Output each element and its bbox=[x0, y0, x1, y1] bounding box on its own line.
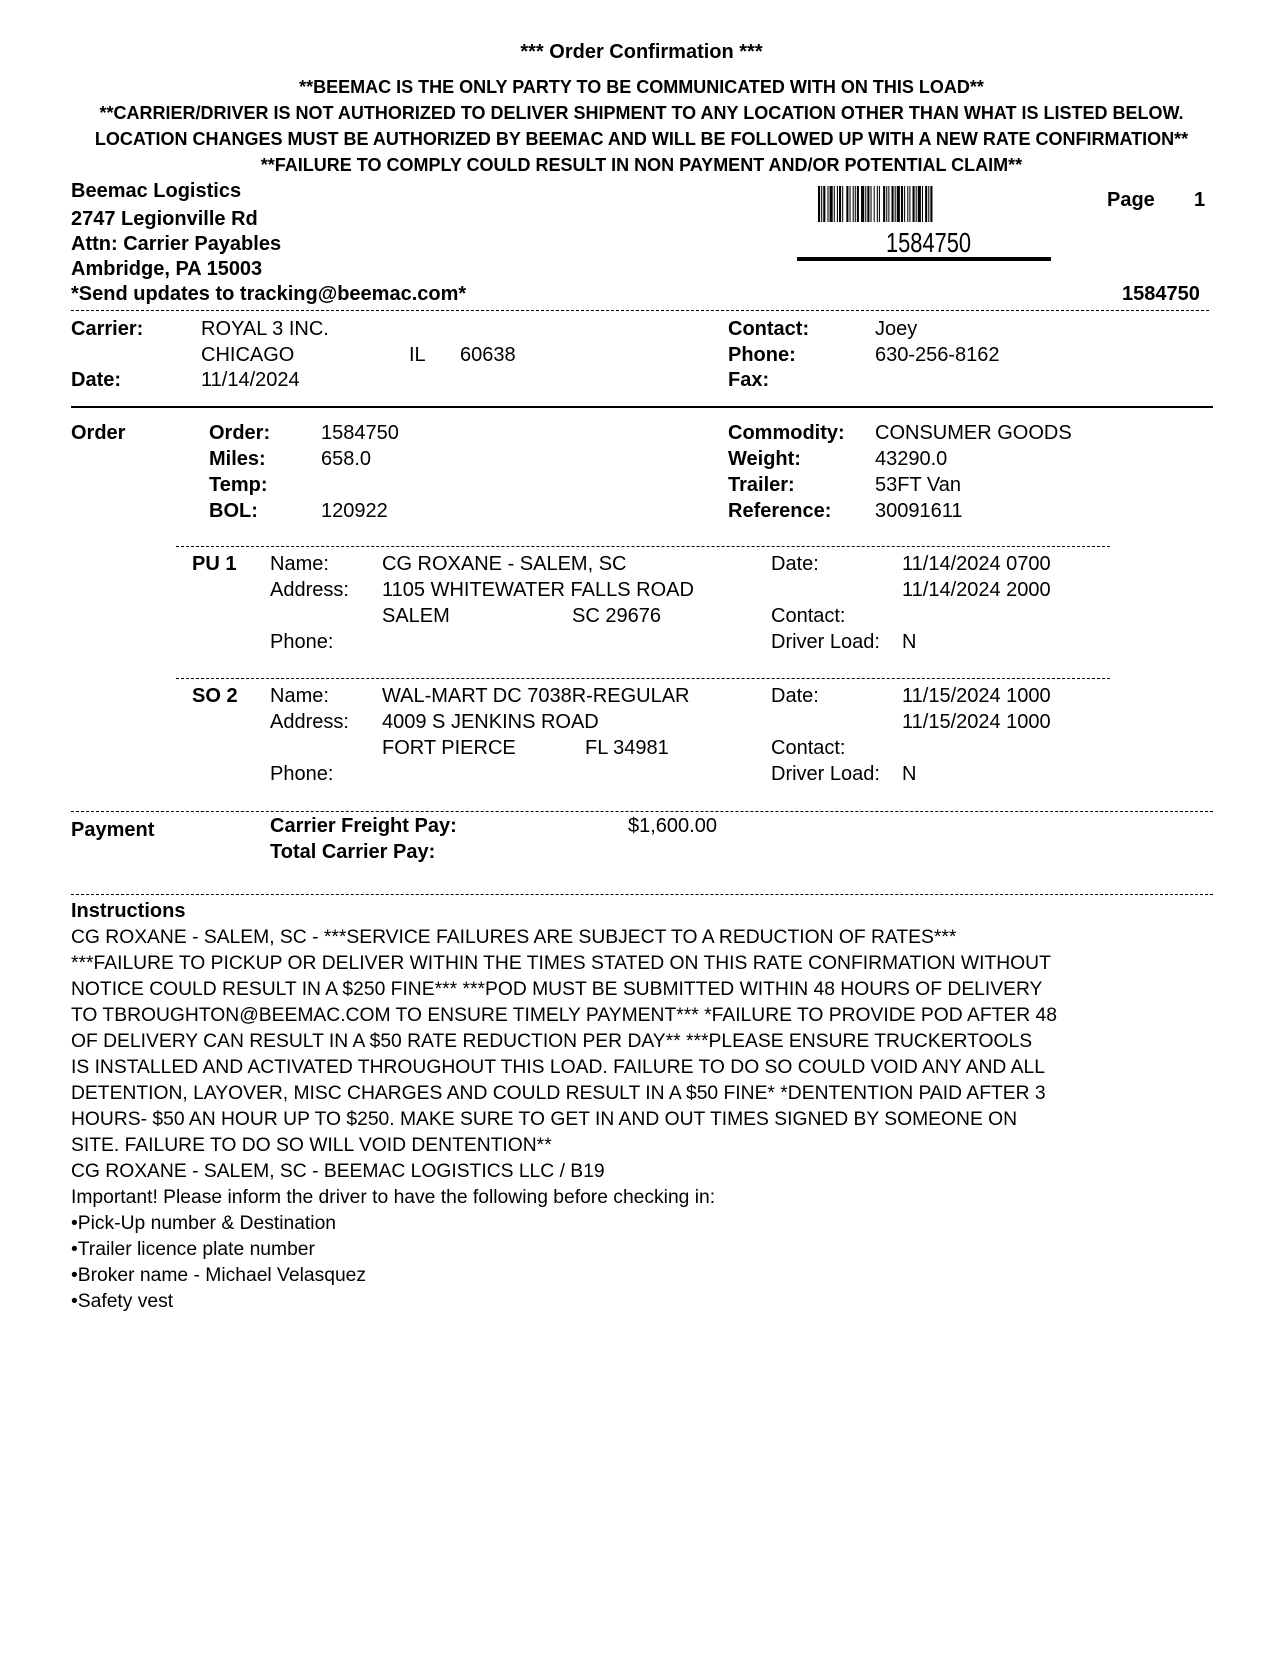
trailer-value: 53FT Van bbox=[875, 474, 961, 496]
miles-label: Miles: bbox=[209, 448, 266, 470]
instruction-line: DETENTION, LAYOVER, MISC CHARGES AND COULD RESULT IN A $50 FINE* *DENTENTION PAID AFTER 3 bbox=[71, 1083, 1046, 1104]
bol-label: BOL: bbox=[209, 500, 258, 522]
reference-label: Reference: bbox=[728, 500, 832, 522]
stop-address-label: Address: bbox=[270, 579, 349, 601]
page-label: Page bbox=[1107, 189, 1155, 211]
weight-label: Weight: bbox=[728, 448, 801, 470]
divider bbox=[176, 546, 1110, 547]
instruction-line: ***FAILURE TO PICKUP OR DELIVER WITHIN THE TIMES STATED ON THIS RATE CONFIRMATION WITHOUT bbox=[71, 953, 1051, 974]
date-value: 11/14/2024 bbox=[201, 369, 300, 391]
document-title: *** Order Confirmation *** bbox=[520, 41, 763, 63]
instruction-line: TO TBROUGHTON@BEEMAC.COM TO ENSURE TIMELY PAYMENT*** *FAILURE TO PROVIDE POD AFTER 48 bbox=[71, 1005, 1057, 1026]
instruction-line: CG ROXANE - SALEM, SC - BEEMAC LOGISTICS LLC / B19 bbox=[71, 1161, 605, 1182]
divider bbox=[71, 894, 1213, 895]
payment-section-label: Payment bbox=[71, 819, 155, 841]
carrier-name: ROYAL 3 INC. bbox=[201, 318, 329, 340]
order-label: Order: bbox=[209, 422, 271, 444]
instruction-line: SITE. FAILURE TO DO SO WILL VOID DENTENTION** bbox=[71, 1135, 552, 1156]
stop-tag: PU 1 bbox=[192, 553, 237, 575]
stop-address: 1105 WHITEWATER FALLS ROAD bbox=[382, 579, 694, 601]
notice-line: **FAILURE TO COMPLY COULD RESULT IN NON PAYMENT AND/OR POTENTIAL CLAIM** bbox=[260, 155, 1023, 175]
carrier-zip: 60638 bbox=[460, 344, 516, 366]
stop-date-label: Date: bbox=[771, 685, 819, 707]
stop-state-zip: FL 34981 bbox=[585, 737, 669, 759]
company-city: Ambridge, PA 15003 bbox=[71, 258, 263, 280]
company-attn: Attn: Carrier Payables bbox=[71, 233, 282, 255]
notice-line: **CARRIER/DRIVER IS NOT AUTHORIZED TO DELIVER SHIPMENT TO ANY LOCATION OTHER THAN WHAT IS LISTED BELOW. bbox=[99, 103, 1184, 123]
freight-pay-label: Carrier Freight Pay: bbox=[270, 815, 457, 837]
notice-line: LOCATION CHANGES MUST BE AUTHORIZED BY BEEMAC AND WILL BE FOLLOWED UP WITH A NEW RATE CONFIRMATION** bbox=[94, 129, 1189, 149]
tracking-email-note: *Send updates to tracking@beemac.com* bbox=[71, 283, 467, 305]
notice-line: **BEEMAC IS THE ONLY PARTY TO BE COMMUNICATED WITH ON THIS LOAD** bbox=[299, 77, 984, 97]
stop-contact-label: Contact: bbox=[771, 737, 846, 759]
company-name: Beemac Logistics bbox=[71, 180, 242, 202]
stop-phone-label: Phone: bbox=[270, 631, 334, 653]
instruction-line: •Trailer licence plate number bbox=[71, 1239, 315, 1260]
stop-contact-label: Contact: bbox=[771, 605, 846, 627]
trailer-label: Trailer: bbox=[728, 474, 795, 496]
phone-label: Phone: bbox=[728, 344, 796, 366]
stop-driver-load: N bbox=[902, 763, 917, 785]
reference-value: 30091611 bbox=[875, 500, 963, 522]
page-number: 1 bbox=[1194, 189, 1206, 211]
instructions-heading: Instructions bbox=[71, 900, 186, 922]
commodity-value: CONSUMER GOODS bbox=[875, 422, 1072, 444]
carrier-state: IL bbox=[409, 344, 426, 366]
fax-label: Fax: bbox=[728, 369, 770, 391]
instruction-line: Important! Please inform the driver to have the following before checking in: bbox=[71, 1187, 716, 1208]
phone-value: 630-256-8162 bbox=[875, 344, 1000, 366]
stop-date-label: Date: bbox=[771, 553, 819, 575]
instruction-line: NOTICE COULD RESULT IN A $250 FINE*** ***POD MUST BE SUBMITTED WITHIN 48 HOURS OF DELIVERY bbox=[71, 979, 1043, 1000]
commodity-label: Commodity: bbox=[728, 422, 845, 444]
company-street: 2747 Legionville Rd bbox=[71, 208, 258, 230]
barcode-number: 1584750 bbox=[886, 227, 972, 258]
instructions-body bbox=[71, 925, 1231, 1315]
weight-value: 43290.0 bbox=[875, 448, 948, 470]
contact-value: Joey bbox=[875, 318, 918, 340]
stop-date-end: 11/14/2024 2000 bbox=[902, 579, 1051, 601]
barcode bbox=[818, 186, 1030, 222]
section-divider bbox=[71, 406, 1213, 408]
stop-phone-label: Phone: bbox=[270, 763, 334, 785]
order-value: 1584750 bbox=[321, 422, 399, 444]
bol-value: 120922 bbox=[321, 500, 388, 522]
carrier-label: Carrier: bbox=[71, 318, 144, 340]
instruction-line: CG ROXANE - SALEM, SC - ***SERVICE FAILURES ARE SUBJECT TO A REDUCTION OF RATES*** bbox=[71, 927, 957, 948]
stop-name: CG ROXANE - SALEM, SC bbox=[382, 553, 627, 575]
stop-name-label: Name: bbox=[270, 553, 329, 575]
order-number-ref: 1584750 bbox=[1122, 283, 1200, 305]
instruction-line: •Broker name - Michael Velasquez bbox=[71, 1265, 367, 1286]
instruction-line: •Safety vest bbox=[71, 1291, 174, 1312]
stop-date-start: 11/15/2024 1000 bbox=[902, 685, 1051, 707]
divider bbox=[71, 310, 1209, 311]
miles-value: 658.0 bbox=[321, 448, 372, 470]
freight-pay-value: $1,600.00 bbox=[628, 815, 717, 837]
stop-name: WAL-MART DC 7038R-REGULAR bbox=[382, 685, 690, 707]
divider bbox=[71, 811, 1213, 812]
contact-label: Contact: bbox=[728, 318, 810, 340]
order-section-label: Order bbox=[71, 422, 126, 444]
stop-state-zip: SC 29676 bbox=[572, 605, 661, 627]
temp-label: Temp: bbox=[209, 474, 268, 496]
stop-name-label: Name: bbox=[270, 685, 329, 707]
stop-date-end: 11/15/2024 1000 bbox=[902, 711, 1051, 733]
carrier-city: CHICAGO bbox=[201, 344, 295, 366]
date-label: Date: bbox=[71, 369, 122, 391]
stop-tag: SO 2 bbox=[192, 685, 238, 707]
instruction-line: IS INSTALLED AND ACTIVATED THROUGHOUT THIS LOAD. FAILURE TO DO SO COULD VOID ANY AND ALL bbox=[71, 1057, 1045, 1078]
stop-city: SALEM bbox=[382, 605, 450, 627]
stop-address-label: Address: bbox=[270, 711, 349, 733]
instruction-line: HOURS- $50 AN HOUR UP TO $250. MAKE SURE TO GET IN AND OUT TIMES SIGNED BY SOMEONE ON bbox=[71, 1109, 1018, 1130]
stop-date-start: 11/14/2024 0700 bbox=[902, 553, 1051, 575]
stop-driver-load: N bbox=[902, 631, 917, 653]
stop-address: 4009 S JENKINS ROAD bbox=[382, 711, 599, 733]
stop-driver-load-label: Driver Load: bbox=[771, 763, 880, 785]
stop-driver-load-label: Driver Load: bbox=[771, 631, 880, 653]
instruction-line: OF DELIVERY CAN RESULT IN A $50 RATE REDUCTION PER DAY** ***PLEASE ENSURE TRUCKERTOOLS bbox=[71, 1031, 1033, 1052]
divider bbox=[176, 678, 1110, 679]
total-pay-label: Total Carrier Pay: bbox=[270, 841, 436, 863]
stop-city: FORT PIERCE bbox=[382, 737, 516, 759]
barcode-underline bbox=[797, 257, 1051, 261]
instruction-line: •Pick-Up number & Destination bbox=[71, 1213, 337, 1234]
